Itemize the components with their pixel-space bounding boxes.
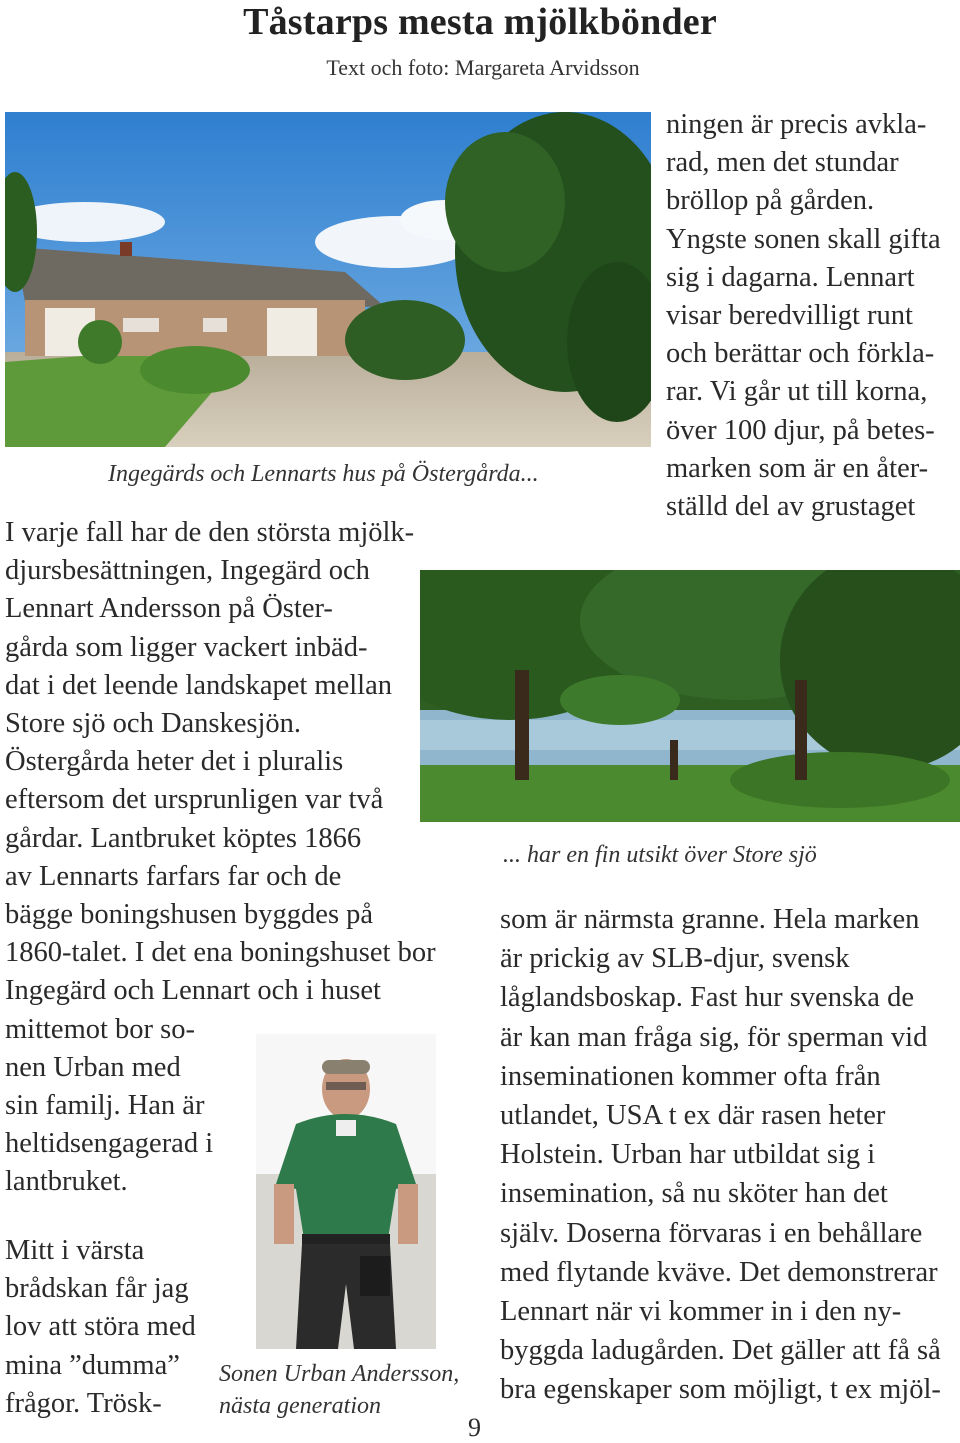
text-line: Lennart Andersson på Öster- bbox=[5, 593, 333, 625]
text-line: Lennart när vi kommer in i den ny- bbox=[500, 1296, 902, 1328]
article-byline: Text och foto: Margareta Arvidsson bbox=[326, 55, 640, 80]
text-line: lov att störa med bbox=[5, 1311, 196, 1343]
text-line: Holstein. Urban har utbildat sig i bbox=[500, 1139, 876, 1171]
portrait-photo-caption bbox=[219, 1358, 459, 1422]
lake-photo bbox=[420, 570, 960, 822]
right-bottom-column bbox=[500, 900, 941, 1410]
text-line: lantbruket. bbox=[5, 1166, 128, 1198]
text-line: Yngste sonen skall gifta bbox=[666, 223, 941, 255]
left-bottom-column bbox=[5, 1232, 196, 1423]
article-title: Tåstarps mesta mjölkbönder bbox=[243, 1, 717, 43]
text-line: över 100 djur, på betes- bbox=[666, 414, 935, 446]
text-line: rar. Vi går ut till korna, bbox=[666, 376, 928, 408]
text-line: bröllop på gården. bbox=[666, 185, 875, 217]
caption-line: nästa generation bbox=[219, 1393, 381, 1419]
text-line: bägge boningshusen byggdes på bbox=[5, 899, 374, 931]
text-line: ningen är precis avkla- bbox=[666, 109, 927, 140]
text-line: som är närmsta granne. Hela marken bbox=[500, 904, 920, 935]
text-line: djursbesättningen, Ingegärd och bbox=[5, 555, 370, 587]
text-line: utlandet, USA t ex där rasen heter bbox=[500, 1100, 886, 1132]
text-line: marken som är en åter- bbox=[666, 452, 929, 484]
text-line: sin familj. Han är bbox=[5, 1090, 205, 1122]
portrait-photo bbox=[256, 1034, 436, 1349]
page-number: 9 bbox=[468, 1413, 481, 1442]
caption-line: Sonen Urban Andersson, bbox=[219, 1361, 460, 1387]
text-line: I varje fall har de den största mjölk- bbox=[5, 517, 415, 548]
text-line: frågor. Trösk- bbox=[5, 1387, 162, 1419]
text-line: bra egenskaper som möjligt, t ex mjöl- bbox=[500, 1374, 941, 1406]
text-line: gårdar. Lantbruket köptes 1866 bbox=[5, 822, 362, 854]
text-line: och berättar och förkla- bbox=[666, 338, 935, 370]
text-line: Store sjö och Danskesjön. bbox=[5, 708, 302, 740]
text-line: Mitt i värsta bbox=[5, 1235, 145, 1266]
text-line: mina ”dumma” bbox=[5, 1349, 180, 1381]
text-line: låglandsboskap. Fast hur svenska de bbox=[500, 982, 914, 1014]
text-line: Ingegärd och Lennart och i huset bbox=[5, 975, 381, 1007]
text-line: är prickig av SLB-djur, svensk bbox=[500, 943, 850, 975]
text-line: rad, men det stundar bbox=[666, 147, 899, 179]
text-line: insemination, så nu sköter han det bbox=[500, 1178, 888, 1210]
top-right-column bbox=[666, 106, 941, 526]
text-line: inseminationen kommer ofta från bbox=[500, 1060, 881, 1092]
text-line: ställd del av grustaget bbox=[666, 491, 916, 523]
text-line: dat i det leende landskapet mellan bbox=[5, 669, 392, 701]
text-line: 1860-talet. I det ena boningshuset bor bbox=[5, 937, 436, 969]
text-line: heltidsengagerad i bbox=[5, 1128, 214, 1160]
house-photo bbox=[5, 112, 651, 447]
text-line: gårda som ligger vackert inbäd- bbox=[5, 631, 368, 663]
lake-photo-caption: ... har en fin utsikt över Store sjö bbox=[503, 842, 817, 868]
text-line: är kan man fråga sig, för sperman vid bbox=[500, 1021, 928, 1053]
house-photo-caption: Ingegärds och Lennarts hus på Östergårda... bbox=[108, 461, 539, 487]
text-line: själv. Doserna förvaras i en behållare bbox=[500, 1217, 923, 1249]
text-line: av Lennarts farfars far och de bbox=[5, 860, 342, 892]
text-line: sig i dagarna. Lennart bbox=[666, 261, 915, 293]
text-line: nen Urban med bbox=[5, 1051, 181, 1083]
text-line: byggda ladugården. Det gäller att få så bbox=[500, 1335, 941, 1367]
text-line: med flytande kväve. Det demonstrerar bbox=[500, 1256, 938, 1288]
text-line: brådskan får jag bbox=[5, 1273, 189, 1305]
text-line: mittemot bor so- bbox=[5, 1013, 195, 1045]
text-line: visar beredvilligt runt bbox=[666, 300, 913, 332]
text-line: Östergårda heter det i pluralis bbox=[5, 746, 344, 778]
text-line: eftersom det ursprunligen var två bbox=[5, 784, 384, 816]
